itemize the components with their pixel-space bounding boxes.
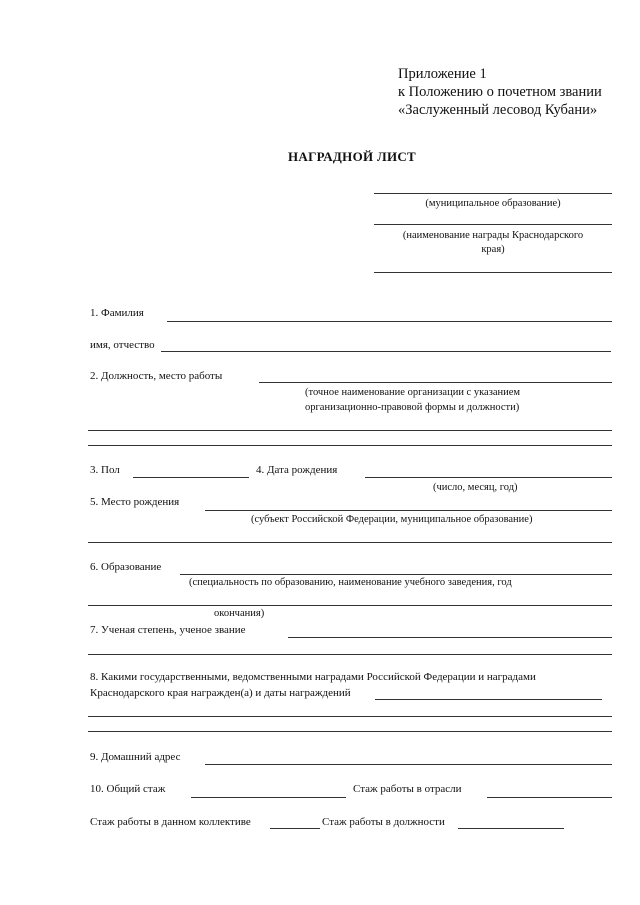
degree-field[interactable] xyxy=(288,637,612,638)
awards-line-3[interactable] xyxy=(88,731,612,732)
birth-place-field[interactable] xyxy=(205,510,612,511)
collective-experience-field[interactable] xyxy=(270,828,320,829)
position-label: 2. Должность, место работы xyxy=(90,370,223,382)
award-caption-2: края) xyxy=(481,244,505,255)
name-label: имя, отчество xyxy=(90,339,155,351)
position-line-2[interactable] xyxy=(88,430,612,431)
education-field[interactable] xyxy=(180,574,612,575)
appendix-title: «Заслуженный лесовод Кубани» xyxy=(398,102,598,118)
education-line-2[interactable] xyxy=(88,605,612,606)
surname-field[interactable] xyxy=(167,321,612,322)
sex-field[interactable] xyxy=(133,477,249,478)
awards-line-2[interactable] xyxy=(88,716,612,717)
industry-experience-field[interactable] xyxy=(487,797,612,798)
municipal-line[interactable] xyxy=(374,193,612,194)
degree-label: 7. Ученая степень, ученое звание xyxy=(90,624,246,636)
total-experience-label: 10. Общий стаж xyxy=(90,783,166,795)
birth-date-label: 4. Дата рождения xyxy=(256,464,338,476)
award-line[interactable] xyxy=(374,224,612,225)
position-experience-label: Стаж работы в должности xyxy=(322,816,445,828)
birth-place-caption: (субъект Российской Федерации, муниципальное образование) xyxy=(251,514,533,525)
awards-label-1: 8. Какими государственными, ведомственными наградами Российской Федерации и наградами xyxy=(90,671,536,683)
award-line-2[interactable] xyxy=(374,272,612,273)
name-field[interactable] xyxy=(161,351,611,352)
document-title: НАГРАДНОЙ ЛИСТ xyxy=(288,149,417,164)
sex-label: 3. Пол xyxy=(90,464,120,476)
birth-date-field[interactable] xyxy=(365,477,612,478)
birth-date-caption: (число, месяц, год) xyxy=(433,482,518,493)
position-experience-field[interactable] xyxy=(458,828,564,829)
degree-line-2[interactable] xyxy=(88,654,612,655)
position-line-3[interactable] xyxy=(88,445,612,446)
position-caption-2: организационно-правовой формы и должности) xyxy=(305,402,520,413)
award-caption-1: (наименование награды Краснодарского xyxy=(402,230,584,241)
address-field[interactable] xyxy=(205,764,612,765)
position-field[interactable] xyxy=(259,382,612,383)
appendix-number: Приложение 1 xyxy=(398,66,487,82)
birth-place-label: 5. Место рождения xyxy=(90,496,180,508)
collective-experience-label: Стаж работы в данном коллективе xyxy=(90,816,251,828)
education-caption-2: окончания) xyxy=(214,608,265,619)
education-label: 6. Образование xyxy=(90,561,162,573)
education-caption-1: (специальность по образованию, наименование учебного заведения, год xyxy=(189,577,512,588)
awards-field[interactable] xyxy=(375,699,602,700)
total-experience-field[interactable] xyxy=(191,797,346,798)
position-caption-1: (точное наименование организации с указанием xyxy=(305,387,521,398)
appendix-reference: к Положению о почетном звании xyxy=(398,84,602,100)
address-label: 9. Домашний адрес xyxy=(90,751,181,763)
industry-experience-label: Стаж работы в отрасли xyxy=(353,783,462,795)
birth-place-line-2[interactable] xyxy=(88,542,612,543)
surname-label: 1. Фамилия xyxy=(90,307,144,319)
awards-label-2: Краснодарского края награжден(а) и даты награждений xyxy=(90,687,351,699)
municipal-caption: (муниципальное образование) xyxy=(425,198,561,209)
